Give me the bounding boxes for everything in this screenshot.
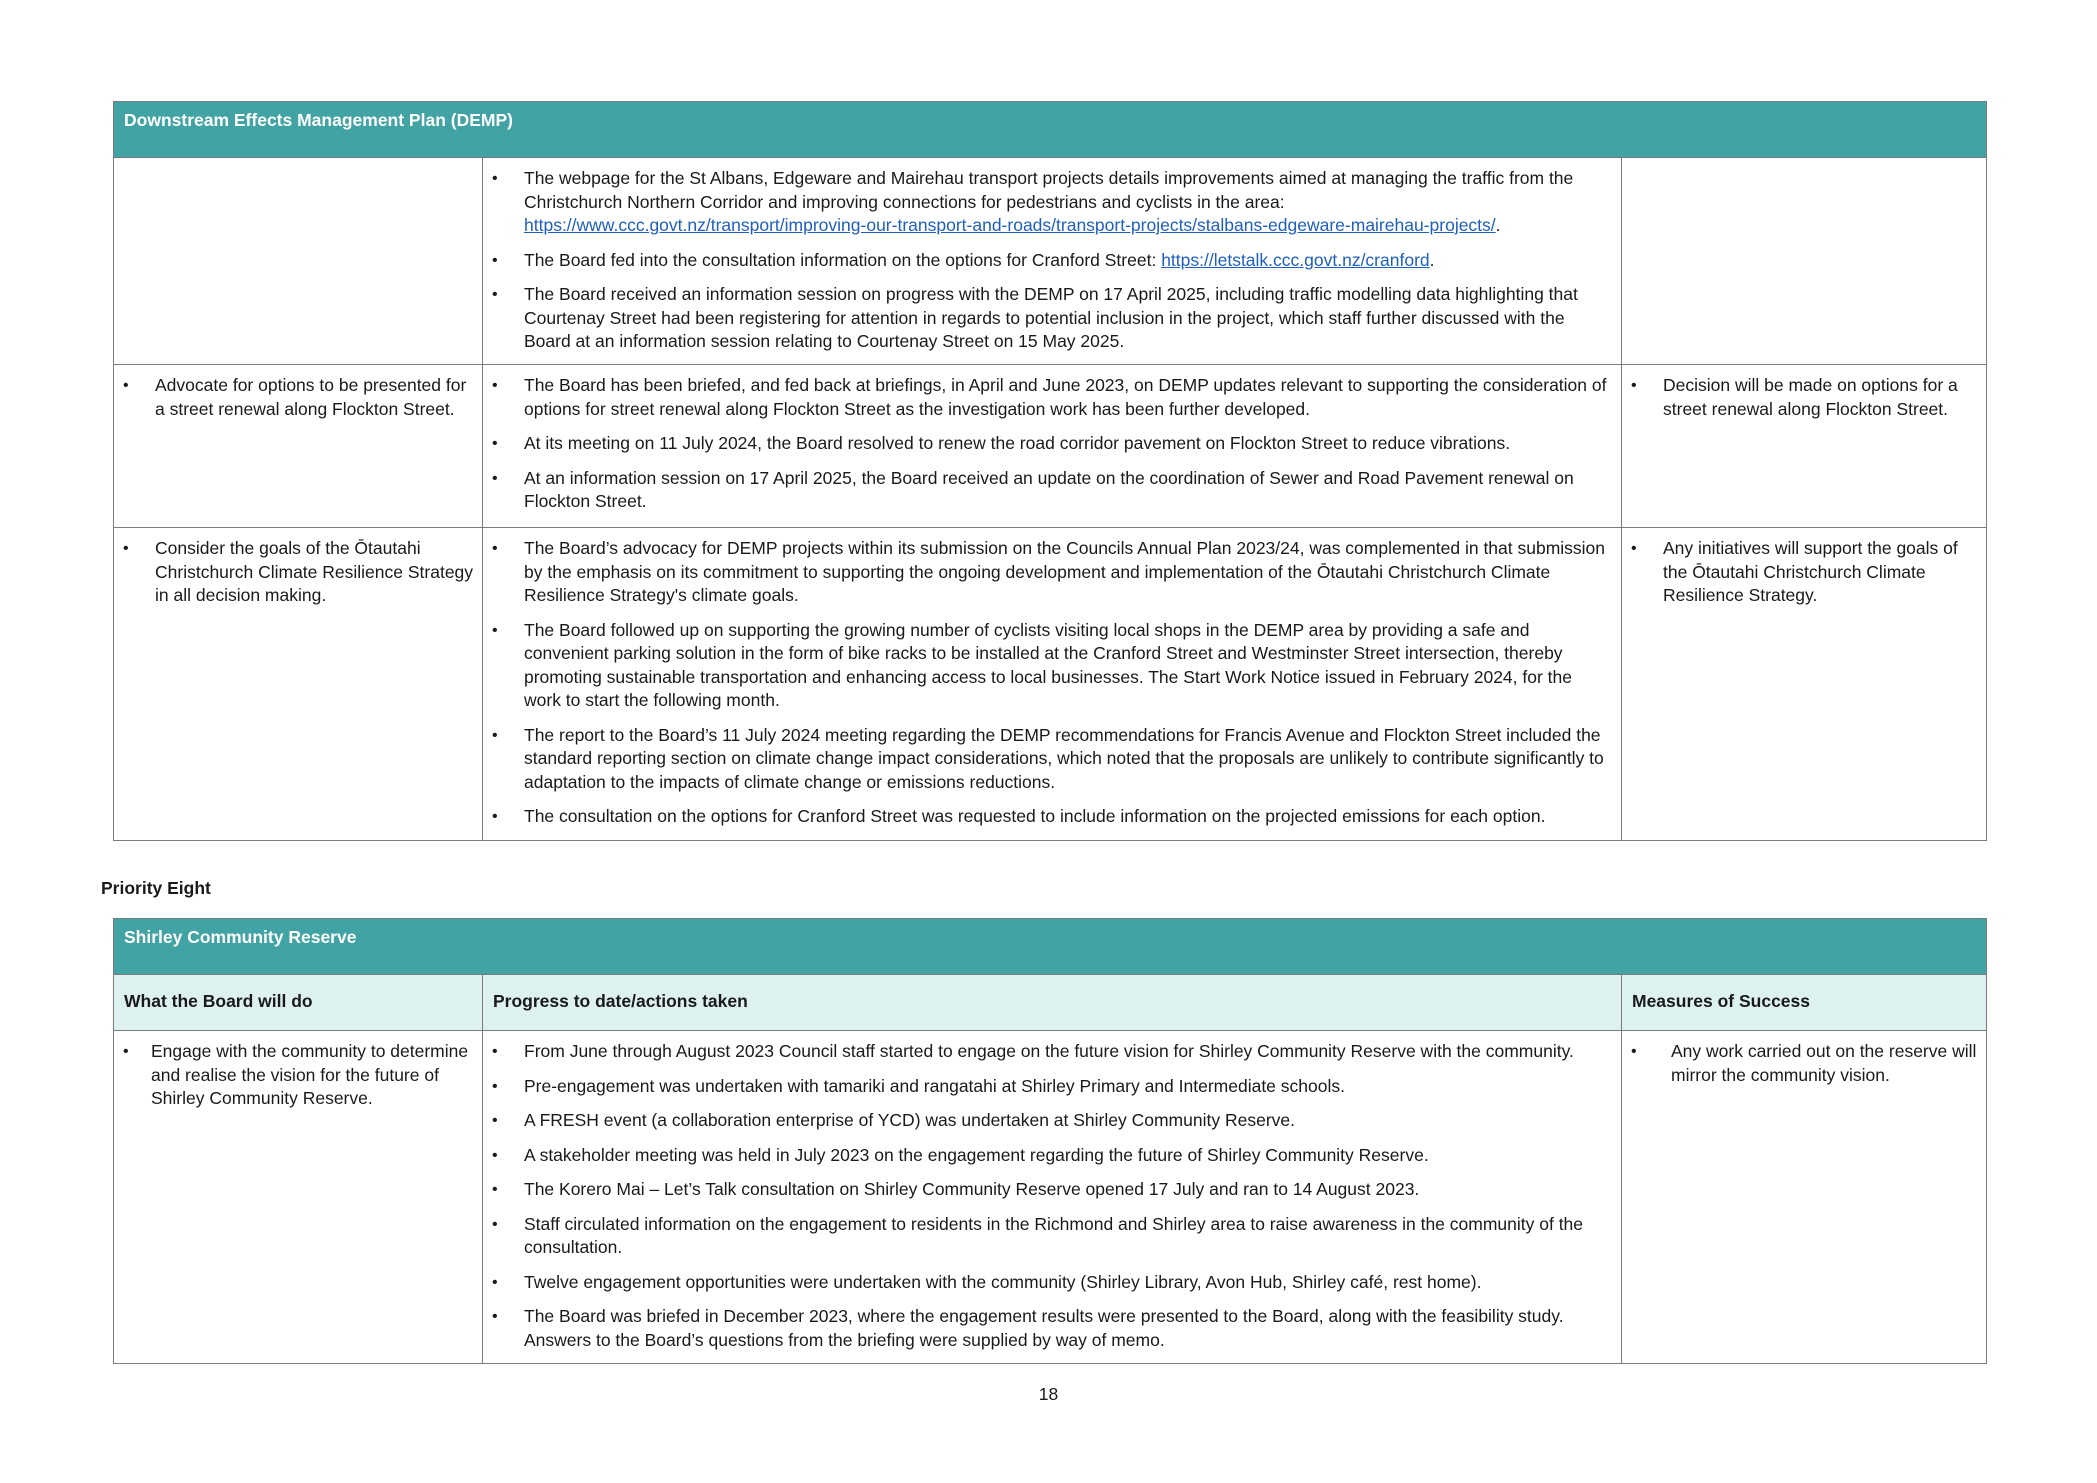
measures-cell — [1622, 528, 1987, 841]
list-item: • Twelve engagement opportunities were undertaken with the community (Shirley Library, Avon Hub, Shirley café, rest home). — [491, 1271, 1613, 1295]
column-header-measures: Measures of Success — [1622, 975, 1987, 1031]
list-item: • The Korero Mai – Let’s Talk consultation on Shirley Community Reserve opened 17 July and ran to 14 August 2023. — [491, 1178, 1613, 1202]
shirley-table-title: Shirley Community Reserve — [114, 919, 1987, 975]
list-item: • The Board’s advocacy for DEMP projects within its submission on the Councils Annual Plan 2023/24, was complemented in that submission by the emphasis on its commitment to supporting the ongoing development and implementation of the Ōtautahi Christchurch Climate Resilience Strategy's climate goals. — [491, 537, 1613, 608]
cranford-consultation-link[interactable]: https://letstalk.ccc.govt.nz/cranford — [1161, 249, 1430, 270]
table-row — [114, 1031, 1987, 1364]
list-item: • Advocate for options to be presented for a street renewal along Flockton Street. — [122, 374, 474, 421]
page-number: 18 — [1038, 1384, 1059, 1404]
board-cell — [114, 1031, 483, 1364]
list-item: • The Board was briefed in December 2023, where the engagement results were presented to the Board, along with the feasibility study. Answers to the Board’s questions from the briefing were supplied by way of memo. — [491, 1305, 1613, 1352]
list-item: • At an information session on 17 April 2025, the Board received an update on the coordination of Sewer and Road Pavement renewal on Flockton Street. — [491, 467, 1613, 514]
list-item: • Consider the goals of the Ōtautahi Christchurch Climate Resilience Strategy in all decision making. — [122, 537, 474, 608]
list-item: • Engage with the community to determine and realise the vision for the future of Shirley Community Reserve. — [122, 1040, 474, 1111]
progress-cell — [483, 365, 1622, 528]
list-item: • At its meeting on 11 July 2024, the Board resolved to renew the road corridor pavement on Flockton Street to reduce vibrations. — [491, 432, 1613, 456]
progress-cell — [483, 1031, 1622, 1364]
list-item: • From June through August 2023 Council staff started to engage on the future vision for Shirley Community Reserve with the community. — [491, 1040, 1613, 1064]
shirley-table — [113, 918, 1987, 1364]
list-item: • The consultation on the options for Cranford Street was requested to include information on the projected emissions for each option. — [491, 805, 1613, 829]
list-item: • A stakeholder meeting was held in July 2023 on the engagement regarding the future of Shirley Community Reserve. — [491, 1144, 1613, 1168]
progress-cell — [483, 158, 1622, 365]
board-cell — [114, 158, 483, 365]
table-row — [114, 158, 1987, 365]
list-item: • The Board has been briefed, and fed back at briefings, in April and June 2023, on DEMP updates relevant to supporting the consideration of options for street renewal along Flockton Street as the investigation work has been further developed. — [491, 374, 1613, 421]
list-item: • The Board followed up on supporting the growing number of cyclists visiting local shops in the DEMP area by providing a safe and convenient parking solution in the form of bike racks to be installed at the Cranford Street and Westminster Street intersection, thereby promoting sustainable transportation and enhancing access to local businesses. The Start Work Notice issued in February 2024, for the work to start the following month. — [491, 619, 1613, 713]
progress-cell — [483, 528, 1622, 841]
list-item: • The Board received an information session on progress with the DEMP on 17 April 2025, including traffic modelling data highlighting that Courtenay Street had been registering for attention in regards to potential inclusion in the project, which staff further discussed with the Board at an information session relating to Courtenay Street on 15 May 2025. — [491, 283, 1613, 354]
list-item: • Staff circulated information on the engagement to residents in the Richmond and Shirley area to raise awareness in the community of the consultation. — [491, 1213, 1613, 1260]
table-row — [114, 528, 1987, 841]
stalbans-projects-link[interactable]: https://www.ccc.govt.nz/transport/improving-our-transport-and-roads/transport-projects/stalbans-edgeware-mairehau-projects/ — [524, 215, 1496, 235]
board-cell — [114, 528, 483, 841]
list-item: • The webpage for the St Albans, Edgeware and Mairehau transport projects details improvements aimed at managing the traffic from the Christchurch Northern Corridor and improving connections for pedestrians and cyclists in the area: https://www.ccc.govt.nz/transport/improving-our-transport-and-roads/transport-projects/stalbans-edgeware-mairehau-projects/. — [491, 167, 1613, 238]
column-header-progress: Progress to date/actions taken — [483, 975, 1622, 1031]
demp-table-title: Downstream Effects Management Plan (DEMP) — [114, 102, 1987, 158]
list-item: • Pre-engagement was undertaken with tamariki and rangatahi at Shirley Primary and Intermediate schools. — [491, 1075, 1613, 1099]
measures-cell — [1622, 158, 1987, 365]
list-item: • A FRESH event (a collaboration enterprise of YCD) was undertaken at Shirley Community Reserve. — [491, 1109, 1613, 1133]
measures-cell — [1622, 365, 1987, 528]
column-header-board: What the Board will do — [114, 975, 483, 1031]
list-item: • Any initiatives will support the goals of the Ōtautahi Christchurch Climate Resilience Strategy. — [1630, 537, 1978, 608]
board-cell — [114, 365, 483, 528]
list-item: • The Board fed into the consultation information on the options for Cranford Street: https://letstalk.ccc.govt.nz/cranford. — [491, 249, 1613, 273]
list-item: • Any work carried out on the reserve will mirror the community vision. — [1630, 1040, 1978, 1087]
table-row — [114, 365, 1987, 528]
priority-heading: Priority Eight — [101, 878, 211, 898]
list-item: • Decision will be made on options for a street renewal along Flockton Street. — [1630, 374, 1978, 421]
demp-table — [113, 101, 1987, 841]
list-item: • The report to the Board’s 11 July 2024 meeting regarding the DEMP recommendations for Francis Avenue and Flockton Street included the standard reporting section on climate change impact considerations, which noted that the proposals are unlikely to contribute significantly to adaptation to the impacts of climate change or emissions reductions. — [491, 724, 1613, 795]
measures-cell — [1622, 1031, 1987, 1364]
